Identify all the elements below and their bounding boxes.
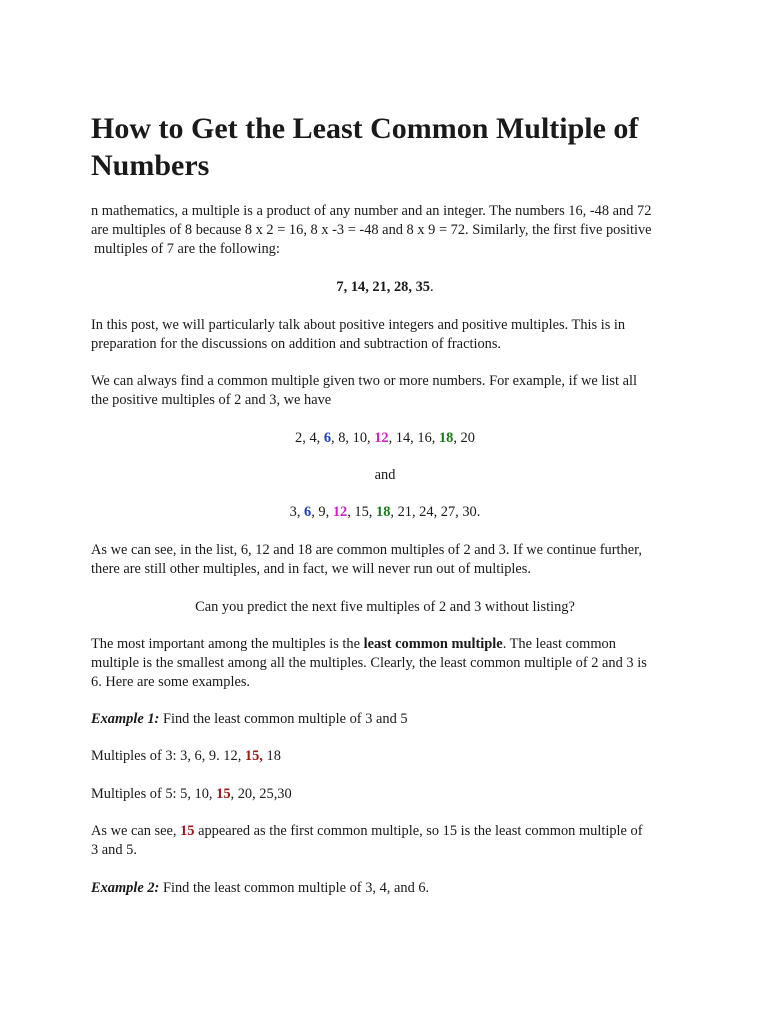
ex1-m5-fifteen: 15: [216, 786, 231, 802]
sevens-dot: .: [429, 279, 434, 295]
example-1-heading: [91, 710, 679, 729]
post-paragraph: [91, 316, 679, 354]
multiples-of-2-list: [91, 429, 679, 448]
important-paragraph: [91, 635, 679, 692]
multiples-of-3-list: [91, 503, 679, 522]
post-line-1: In this post, we will particularly talk about positive integers and positive multiples. This is in: [91, 317, 626, 333]
example-1-text: Find the least common multiple of 3 and 5: [159, 711, 408, 727]
ex1-m3-fifteen: 15,: [244, 748, 263, 764]
list3-six: 6: [304, 504, 312, 520]
example-2-label: Example 2:: [91, 880, 160, 896]
list2-part: 2, 4,: [295, 430, 324, 446]
list3-twelve: 12: [332, 504, 348, 520]
post-line-2: preparation for the discussions on addition and subtraction of fractions.: [91, 336, 502, 352]
intro-line-2: are multiples of 8 because 8 x 2 = 16, 8 x -3 = -48 and 8 x 9 = 72. Similarly, the first five positive: [91, 222, 652, 238]
page-title: How to Get the Least Common Multiple of Numbers: [91, 112, 639, 182]
list3-eighteen: 18: [376, 504, 391, 520]
example-1-multiples-of-5: [91, 785, 679, 804]
list2-part: , 8, 10,: [331, 430, 375, 446]
ex1-m3-part: Multiples of 3: 3, 6, 9. 12,: [91, 748, 245, 764]
list2-eighteen: 18: [438, 430, 454, 446]
common-line-2: the positive multiples of 2 and 3, we have: [91, 392, 332, 408]
seen-paragraph: [91, 541, 679, 579]
list2-part: , 20: [453, 430, 475, 446]
least-common-multiple-term: least common multiple: [363, 636, 503, 652]
example-2-heading: [91, 879, 679, 898]
intro-paragraph: [91, 202, 679, 259]
common-line-1: We can always find a common multiple given two or more numbers. For example, if we list all: [91, 373, 637, 389]
example-1-conclusion: [91, 822, 679, 860]
important-text: . The least common: [502, 636, 616, 652]
seen-line-2: there are still other multiples, and in fact, we will never run out of multiples.: [91, 561, 531, 577]
example-1-label: Example 1:: [91, 711, 160, 727]
list2-twelve: 12: [374, 430, 389, 446]
intro-line-3: multiples of 7 are the following:: [94, 241, 280, 257]
list2-six: 6: [323, 430, 332, 446]
example-1-multiples-of-3: [91, 747, 679, 766]
important-line-3: 6. Here are some examples.: [91, 674, 251, 690]
ex1-m5-part: Multiples of 5: 5, 10,: [91, 786, 217, 802]
seen-line-1: As we can see, in the list, 6, 12 and 18 are common multiples of 2 and 3. If we continue further,: [91, 542, 642, 558]
sevens-list: [91, 278, 679, 297]
list2-part: , 14, 16,: [388, 430, 439, 446]
sevens-values: 7, 14, 21, 28, 35: [336, 279, 430, 295]
ex1-conc-fifteen: 15: [180, 823, 195, 839]
ex1-conclusion-line-2: 3 and 5.: [91, 842, 137, 858]
and-text: and: [374, 467, 396, 483]
intro-line-1: n mathematics, a multiple is a product of any number and an integer. The numbers 16, -48 and 72: [91, 203, 652, 219]
ex1-m3-part: 18: [262, 748, 281, 764]
list3-part: , 9,: [311, 504, 333, 520]
list3-part: , 15,: [347, 504, 376, 520]
ex1-conc-part: appeared as the first common multiple, so 15 is the least common multiple of: [194, 823, 643, 839]
common-paragraph: [91, 372, 679, 410]
example-2-text: Find the least common multiple of 3, 4, and 6.: [159, 880, 430, 896]
ex1-conclusion-line-1: [91, 822, 679, 841]
ex1-conc-part: As we can see,: [91, 823, 181, 839]
important-line-1: [91, 635, 679, 654]
important-text: The most important among the multiples is the: [91, 636, 364, 652]
list3-part: 3,: [289, 504, 305, 520]
ex1-m5-part: , 20, 25,30: [230, 786, 292, 802]
question-text: Can you predict the next five multiples of 2 and 3 without listing?: [195, 599, 575, 615]
list3-part: , 21, 24, 27, 30.: [390, 504, 481, 520]
important-line-2: multiple is the smallest among all the multiples. Clearly, the least common multiple of 2 and 3 is: [91, 655, 647, 671]
